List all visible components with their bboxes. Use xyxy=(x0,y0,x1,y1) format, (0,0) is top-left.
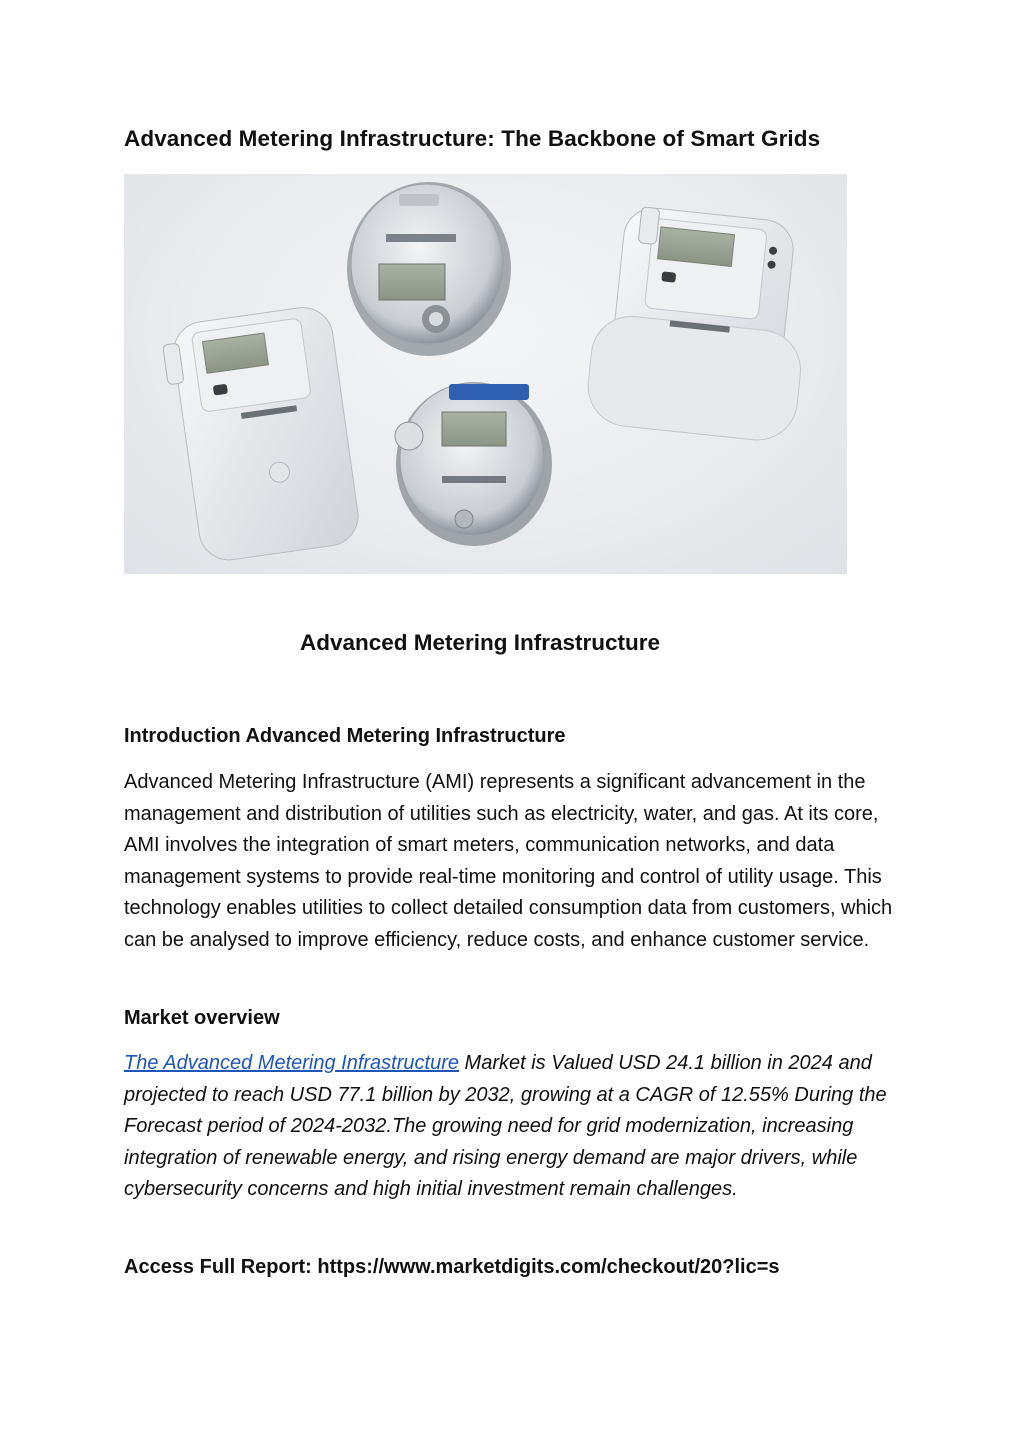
bottom-round-meter xyxy=(395,382,552,546)
market-text: Market is Valued USD 24.1 billion in 2024 and projected to reach USD 77.1 billion by 2032, growing at a CAGR of 12.55% During the Forecast period of 2024-2032.The growing need for grid modernization, increasing integration of renewable energy, and rising energy demand are major drivers, while cybersecurity concerns and high initial investment remain challenges. xyxy=(124,1052,887,1200)
intro-heading: Introduction Advanced Metering Infrastructure xyxy=(124,725,566,747)
figure-caption: Advanced Metering Infrastructure xyxy=(299,630,661,655)
market-paragraph xyxy=(124,1048,894,1206)
intro-paragraph: Advanced Metering Infrastructure (AMI) represents a significant advancement in the management and distribution of utilities such as electricity, water, and gas. At its core, AMI involves the integration of smart meters, communication networks, and data management systems to provide real-time monitoring and control of utility usage. This technology enables utilities to collect detailed consumption data from customers, which can be analysed to improve efficiency, reduce costs, and enhance customer service. xyxy=(124,771,893,951)
right-meter xyxy=(584,203,816,444)
left-meter xyxy=(160,304,362,565)
access-full-report: Access Full Report: https://www.marketdigits.com/checkout/20?lic=s xyxy=(124,1256,780,1278)
top-round-meter xyxy=(347,182,511,356)
market-overview-heading: Market overview xyxy=(124,1007,280,1029)
smart-meters-image xyxy=(124,174,847,574)
market-report-link[interactable]: The Advanced Metering Infrastructure xyxy=(124,1052,459,1074)
page-title: Advanced Metering Infrastructure: The Backbone of Smart Grids xyxy=(124,126,821,151)
